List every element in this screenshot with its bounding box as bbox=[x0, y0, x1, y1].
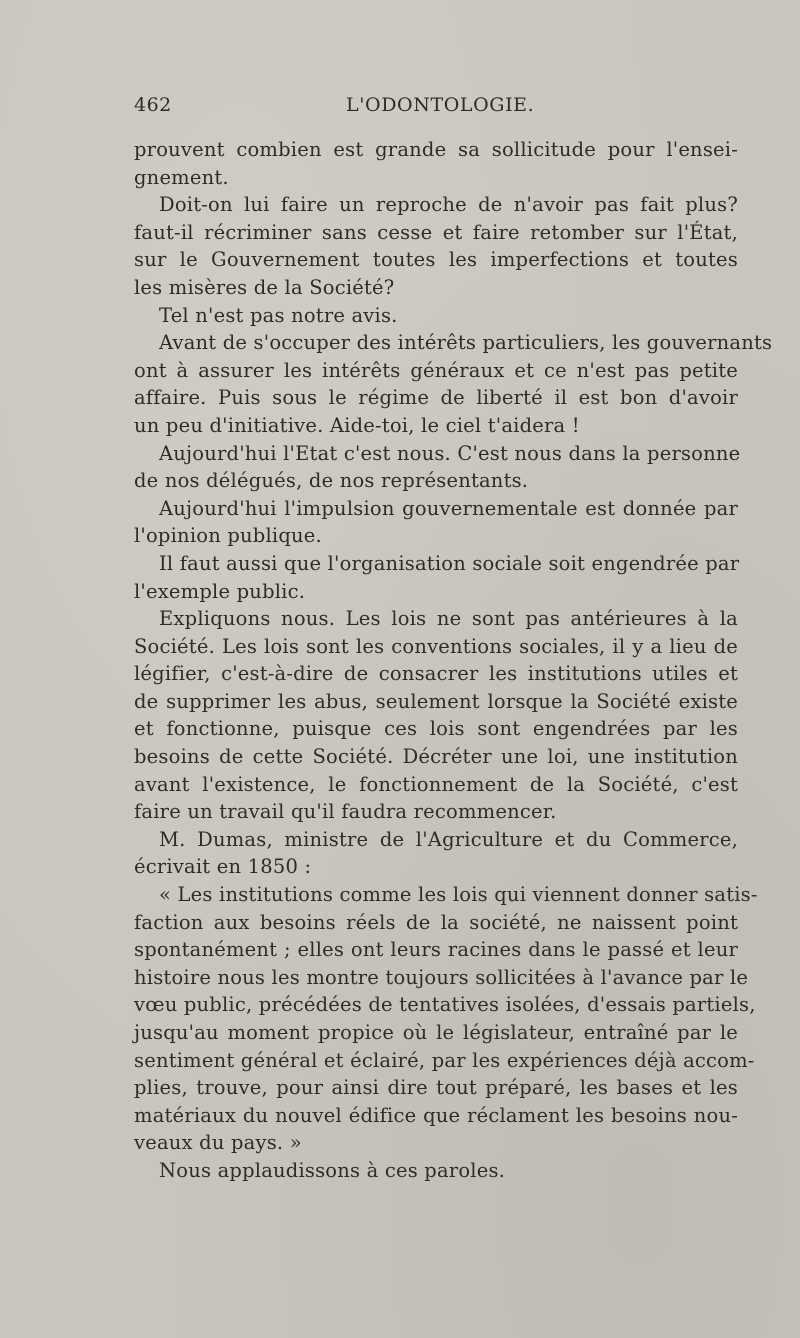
text-line: Avant de s'occuper des intérêts particuliers, les gouvernants bbox=[159, 331, 773, 355]
text-line: l'opinion publique. bbox=[134, 524, 322, 548]
text-line: de nos délégués, de nos représentants. bbox=[134, 469, 529, 493]
body-text bbox=[134, 136, 773, 1185]
text-line: l'exemple public. bbox=[134, 579, 306, 603]
text-line: plies, trouve, pour ainsi dire tout préparé, les bases et les bbox=[134, 1076, 738, 1100]
text-line: Doit-on lui faire un reproche de n'avoir pas fait plus? bbox=[159, 193, 738, 217]
text-line: et fonctionne, puisque ces lois sont engendrées par les bbox=[134, 717, 738, 741]
text-line: Aujourd'hui l'Etat c'est nous. C'est nous dans la personne bbox=[159, 441, 741, 465]
text-line: Aujourd'hui l'impulsion gouvernementale est donnée par bbox=[159, 496, 738, 520]
text-line: écrivait en 1850 : bbox=[134, 855, 312, 879]
text-line: sur le Gouvernement toutes les imperfections et toutes bbox=[134, 248, 738, 272]
text-line: Nous applaudissons à ces paroles. bbox=[159, 1158, 506, 1182]
text-line: veaux du pays. » bbox=[134, 1131, 302, 1155]
text-line: affaire. Puis sous le régime de liberté il est bon d'avoir bbox=[134, 386, 738, 410]
running-title: L'ODONTOLOGIE. bbox=[346, 94, 535, 116]
page-header bbox=[134, 94, 738, 120]
text-line: M. Dumas, ministre de l'Agriculture et du Commerce, bbox=[159, 827, 738, 851]
text-line: gnement. bbox=[134, 165, 229, 189]
text-line: faire un travail qu'il faudra recommencer. bbox=[134, 800, 557, 824]
text-line: les misères de la Société? bbox=[134, 275, 395, 299]
text-line: avant l'existence, le fonctionnement de la Société, c'est bbox=[134, 772, 738, 796]
text-line: histoire nous les montre toujours sollicitées à l'avance par le bbox=[134, 965, 749, 989]
text-line: Société. Les lois sont les conventions sociales, il y a lieu de bbox=[134, 634, 738, 658]
text-line: faut-il récriminer sans cesse et faire retomber sur l'État, bbox=[134, 220, 738, 244]
text-line: ont à assurer les intérêts généraux et ce n'est pas petite bbox=[134, 358, 738, 382]
text-line: jusqu'au moment propice où le législateur, entraîné par le bbox=[134, 1021, 738, 1044]
text-line: spontanément ; elles ont leurs racines dans le passé et leur bbox=[134, 938, 738, 962]
text-line: un peu d'initiative. Aide-toi, le ciel t'aidera ! bbox=[134, 413, 580, 437]
text-line: matériaux du nouvel édifice que réclament les besoins nou- bbox=[134, 1103, 738, 1127]
text-line: Il faut aussi que l'organisation sociale soit engendrée par bbox=[159, 551, 740, 575]
text-line: sentiment général et éclairé, par les expériences déjà accom- bbox=[134, 1048, 755, 1072]
text-line: de supprimer les abus, seulement lorsque la Société existe bbox=[134, 689, 738, 713]
text-line: « Les institutions comme les lois qui viennent donner satis- bbox=[159, 883, 758, 907]
text-line: besoins de cette Société. Décréter une loi, une institution bbox=[134, 745, 738, 769]
page-number: 462 bbox=[134, 94, 172, 116]
text-line: Expliquons nous. Les lois ne sont pas antérieures à la bbox=[159, 607, 738, 631]
text-line: légifier, c'est-à-dire de consacrer les institutions utiles et bbox=[134, 662, 738, 686]
text-line: Tel n'est pas notre avis. bbox=[159, 303, 398, 327]
text-line: vœu public, précédées de tentatives isolées, d'essais partiels, bbox=[134, 993, 756, 1017]
text-line: prouvent combien est grande sa sollicitude pour l'ensei- bbox=[134, 138, 738, 161]
text-line: faction aux besoins réels de la société, ne naissent point bbox=[134, 910, 738, 934]
